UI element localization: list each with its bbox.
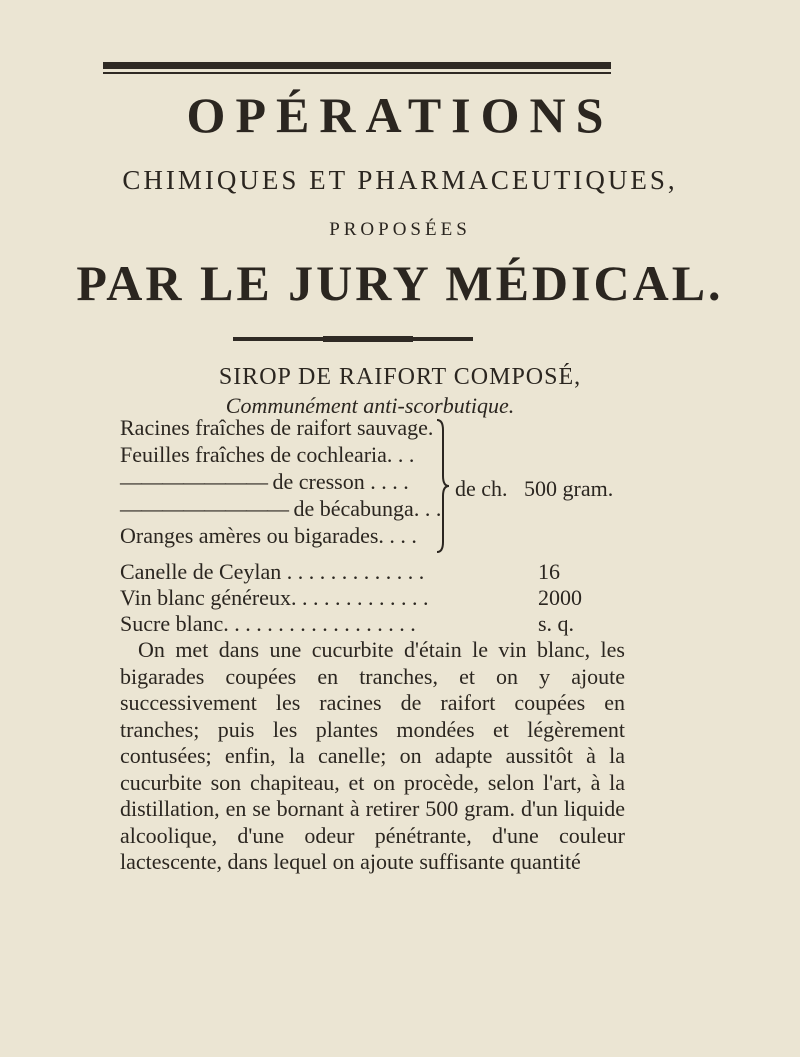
ingredient-line bbox=[120, 441, 414, 468]
instructions-paragraph: On met dans une cucurbite d'étain le vin blanc, les bigarades coupées en tranches, et on y ajoute successivement les racines de raifort coupées en tranches; puis les plantes mondées et légèrement contusées; enfin, la canelle; on adapte aussitôt à la cucurbite son chapiteau, et on procède, selon l'art, à la distillation, en se bornant à retirer 500 gram. d'un liquide alcoolique, d'une odeur pénétrante, d'une couleur lactescente, dans lequel on ajoute suffisante quantité bbox=[120, 637, 625, 874]
ingredient-label: Racines fraîches de raifort sauvage. bbox=[120, 415, 434, 440]
ditto-dash: ——————— bbox=[120, 469, 267, 494]
top-ornamental-rule bbox=[103, 62, 611, 75]
section-divider bbox=[233, 337, 473, 341]
recipe-heading: SIROP DE RAIFORT COMPOSÉ, bbox=[218, 364, 582, 390]
ingredient-line bbox=[120, 495, 441, 522]
ingredient-label: de bécabunga. . . bbox=[293, 496, 442, 521]
ingredient-label: de cresson . . . . bbox=[272, 469, 409, 494]
group-quantity: de ch. 500 gram. bbox=[455, 476, 614, 501]
ingredient-quantity: 2000 bbox=[538, 585, 582, 610]
ingredient-label: Oranges amères ou bigarades. . . . bbox=[120, 523, 417, 548]
ditto-dash: ———————— bbox=[120, 496, 288, 521]
page-subtitle: CHIMIQUES ET PHARMACEUTIQUES, bbox=[122, 165, 678, 195]
ingredient-line bbox=[120, 414, 433, 441]
ingredient-label: Canelle de Ceylan . . . . . . . . . . . . . bbox=[120, 559, 425, 584]
ingredient-line bbox=[120, 522, 417, 549]
ingredient-line bbox=[120, 468, 409, 495]
ingredient-quantity: s. q. bbox=[538, 611, 575, 636]
ingredient-label: Vin blanc généreux. . . . . . . . . . . . . bbox=[120, 585, 429, 610]
ingredient-quantity: 16 bbox=[538, 559, 560, 584]
proposees-line: PROPOSÉES bbox=[329, 219, 471, 240]
curly-brace bbox=[435, 418, 451, 554]
jury-heading: PAR LE JURY MÉDICAL. bbox=[76, 255, 724, 311]
page-title: OPÉRATIONS bbox=[186, 87, 614, 143]
recipe-subheading: Communément anti-scorbutique. bbox=[225, 393, 515, 418]
ingredient-label: Sucre blanc. . . . . . . . . . . . . . . . . . bbox=[120, 611, 416, 636]
ingredient-label: Feuilles fraîches de cochlearia. . . bbox=[120, 442, 415, 467]
